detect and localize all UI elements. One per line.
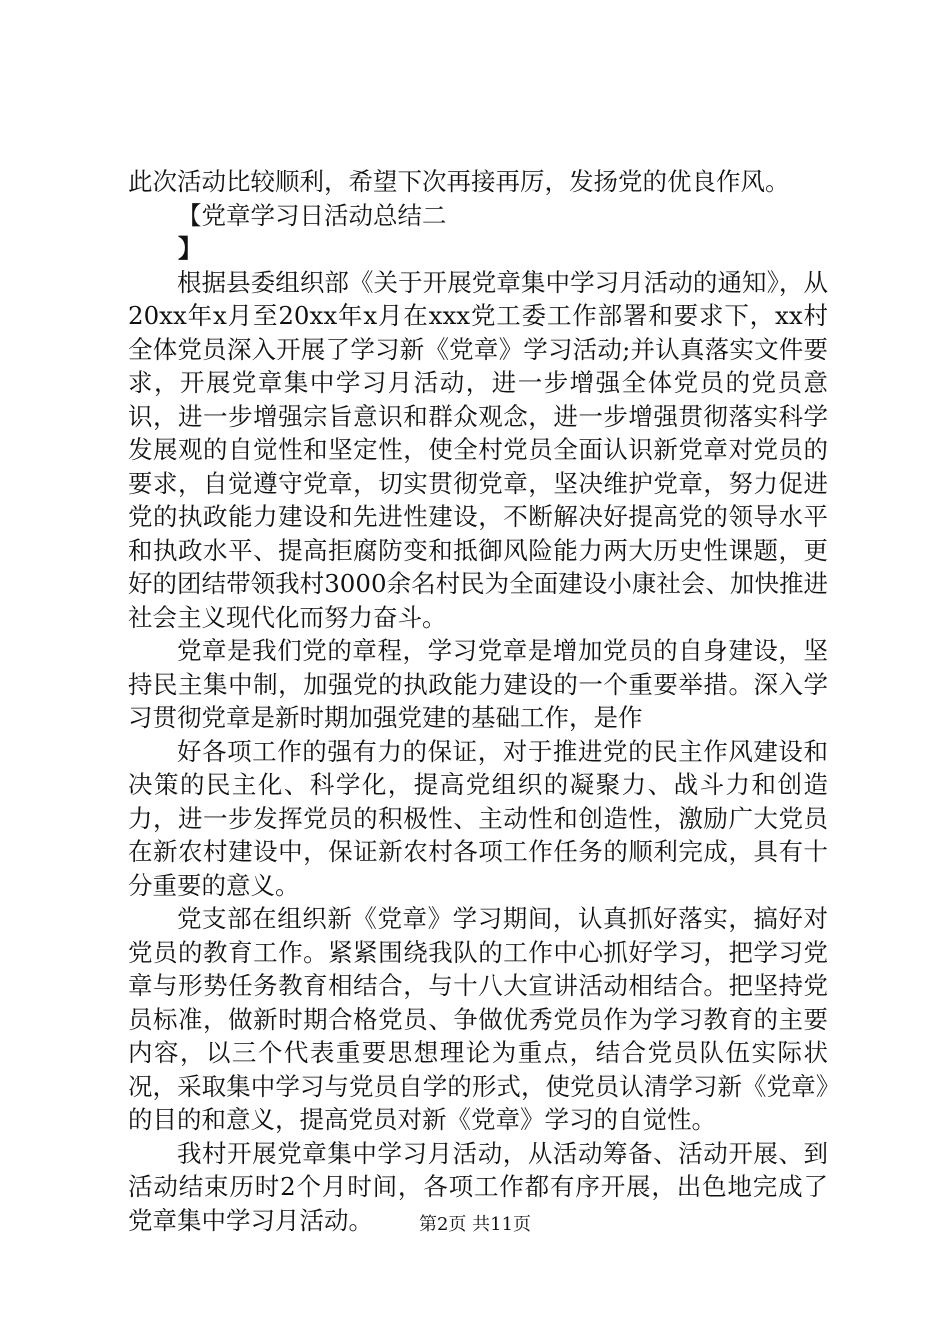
paragraph-2: 根据县委组织部《关于开展党章集中学习月活动的通知》，从20xx年x月至20xx年x月在xxx党工委工作部署和要求下，xx村全体党员深入开展了学习新《党章》学习活动;并认真落实文件要求，开展党章集中学习月活动，进一步增强全体党员的党员意识，进一步增强宗旨意识和群众观念，进一步增强贯彻落实科学发展观的自觉性和坚定性，使全村党员全面认识新党章对党员的要求，自觉遵守党章，切实贯彻党章，坚决维护党章，努力促进党的执政能力建设和先进性建设，不断解决好提高党的领导水平和执政水平、提高拒腐防变和抵御风险能力两大历史性课题，更好的团结带领我村3000余名村民为全面建设小康社会、加快推进社会主义现代化而努力奋斗。 xyxy=(128,267,828,632)
document-body xyxy=(128,165,828,1237)
paragraph-3: 党章是我们党的章程，学习党章是增加党员的自身建设，坚持民主集中制，加强党的执政能力建设的一个重要举措。深入学习贯彻党章是新时期加强党建的基础工作，是作 xyxy=(128,636,828,732)
section-heading-close-bracket: 】 xyxy=(178,234,203,263)
paragraph-4: 好各项工作的强有力的保证，对于推进党的民主作风建设和决策的民主化、科学化，提高党组织的凝聚力、战斗力和创造力，进一步发挥党员的积极性、主动性和创造性，激励广大党员在新农村建设中，保证新农村各项工作任务的顺利完成，具有十分重要的意义。 xyxy=(128,736,828,900)
paragraph-5: 党支部在组织新《党章》学习期间，认真抓好落实，搞好对党员的教育工作。紧紧围绕我队的工作中心抓好学习，把学习党章与形势任务教育相结合，与十八大宣讲活动相结合。把坚持党员标准，做新时期合格党员、争做优秀党员作为学习教育的主要内容，以三个代表重要思想理论为重点，结合党员队伍实际状况，采取集中学习与党员自学的形式，使党员认清学习新《党章》的目的和意义，提高党员对新《党章》学习的自觉性。 xyxy=(128,904,828,1134)
page-number-footer: 第2页 共11页 xyxy=(418,1214,532,1235)
paragraph-1: 此次活动比较顺利，希望下次再接再厉，发扬党的优良作风。 xyxy=(128,167,790,196)
section-heading: 【党章学习日活动总结二 xyxy=(177,200,447,230)
paragraph-6: 我村开展党章集中学习月活动，从活动筹备、活动开展、到活动结束历时2个月时间，各项工作都有序开展，出色地完成了党章集中学习月活动。 xyxy=(128,1138,828,1235)
